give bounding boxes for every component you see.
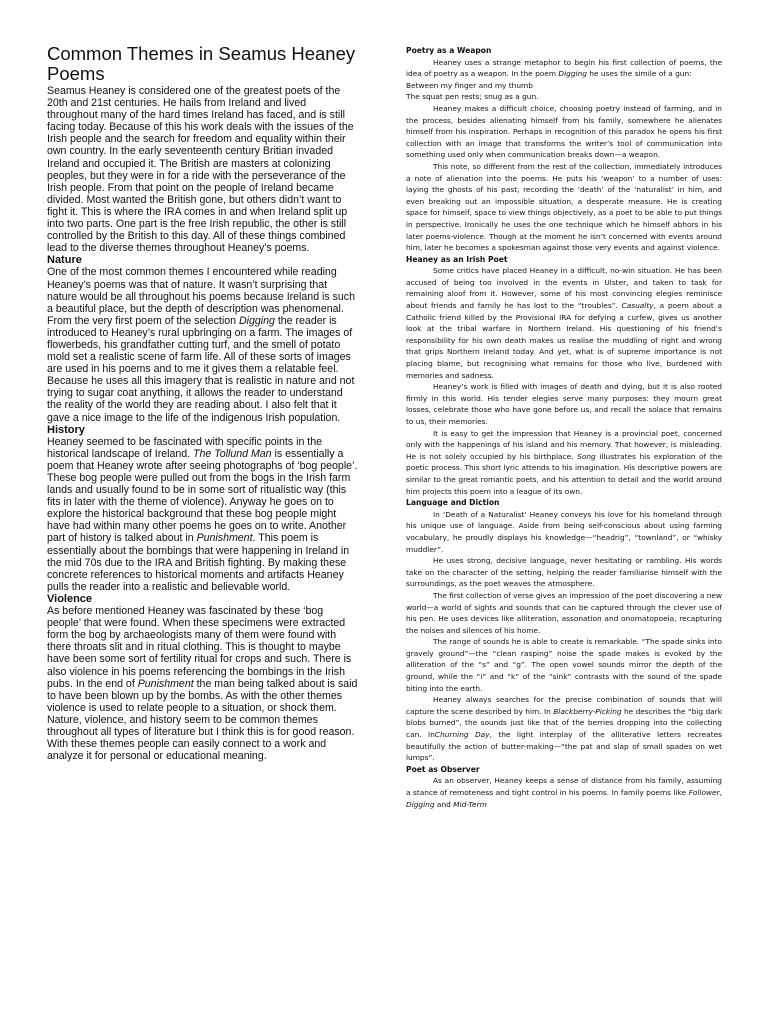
nature-heading: Nature (47, 254, 82, 267)
observer-paragraph-1 (406, 775, 722, 810)
irish-paragraph-3 (406, 428, 722, 498)
irish-paragraph-2: Heaney’s work is filled with images of death and dying, but it is also rooted firmly in this world. His tender elegies serve many purposes: they mourn great losses, celebrate those who have gone before us, and recall the solace that remains to us, their memories. (406, 382, 722, 426)
poem-title-digging: Digging (406, 799, 435, 809)
quote-line-2: The squat pen rests; snug as a gun. (406, 92, 539, 102)
text-span: Some critics have placed Heaney in a difficult, no-win situation. He has been accused of being too involved in the events in Ulster, and taken to task for remaining aloof from it. However, some of his most convincing elegies reminisce about friends and family he has lost to the “troubles”. (406, 266, 722, 311)
nature-paragraph-2 (47, 315, 359, 424)
poem-title-mid-term: Mid-Term (453, 799, 487, 809)
poem-title-digging: Digging (238, 314, 275, 327)
poem-title-digging: Digging (558, 69, 587, 79)
conclusion-paragraph: Nature, violence, and history seem to be common themes throughout all types of literature but I think this is for good reason. With these themes people can easily connect to a work and analyze it for personal or educational meaning. (47, 713, 355, 763)
text-span: he describes the “big dark blobs burned”, the sounds just like that of the berries dropping into the collecting can. In (406, 706, 722, 740)
text-span: . This poem is essentially about the bombings that were happening in Ireland in the mid 70s due to the IRA and British fighting. By making these concrete references to historical moments and artifacts Heaney pulls the reader into a realistic and believable world. (47, 532, 350, 593)
text-span: is essentially a poem that Heaney wrote after seeing photographs of ‘bog people’. These bog people were pulled out from the bogs in the Irish farm lands and usually found to be in some sort of ritualistic way (this fits in later with the theme of violence). Anyway he goes on to explore the historical background that these bog people might have had within many other poems he goes on to write. Another part of history is talked about in (47, 447, 358, 545)
language-paragraph-2: He uses strong, decisive language, never hesitating or rambling. His words take on the character of the setting, helping the reader familiarise himself with the surroundings, as the poet weaves the atmosphere. (406, 556, 722, 589)
violence-heading: Violence (47, 592, 93, 605)
text-span: As an observer, Heaney keeps a sense of distance from his family, assuming a stance of remoteness and tight control in his poems. In family poems like (406, 776, 722, 797)
history-paragraph (47, 436, 359, 593)
language-paragraph-5 (406, 694, 722, 764)
weapon-heading: Poetry as a Weapon (406, 46, 492, 55)
language-paragraph-3: The first collection of verse gives an impression of the poet discovering a new world—a world of sights and sounds that can be captured through the clever use of his pen. He uses devices like alliteration, assonation and onomatopoeia, recapturing the noises and silences of his home. (406, 590, 723, 635)
poem-title-tollund-man: The Tollund Man (193, 447, 272, 460)
nature-paragraph-1: One of the most common themes I encountered while reading Heaney’s poems was that of nature. It wasn’t surprising that nature would be all throughout his poems because Ireland is such a beautiful place, but the depth of description was phenomenal. (47, 266, 355, 315)
left-column (47, 44, 359, 762)
text-span: illustrates his exploration of the poetic process. This short lyric attends to his imagination. His descriptive powers are similar to the great romantic poets, and his attention to detail and the world around him projects this poem into a league of its own. (406, 451, 722, 496)
poem-title-punishment: Punishment (137, 677, 194, 690)
language-paragraph-4: The range of sounds he is able to create is remarkable. “The spade sinks into gravely ground”—the “clean rasping” noise the spade makes is evoked by the alliteration of the “s” and “g”. The open vowel sounds mirror the depth of the ground, while the “i” and “k” of the “sink” contrasts with the sound of the spade biting into the earth. (406, 637, 722, 693)
text-span: Heaney uses a strange metaphor to begin his first collection of poems, the idea of poetry as a weapon. In the poem (406, 57, 722, 79)
right-column (406, 45, 722, 810)
poem-title-casualty: Casualty (621, 301, 654, 311)
quote-line-1: Between my finger and my thumb (406, 80, 533, 90)
text-span: Heaney always searches for the precise combination of sounds that will capture the scene described by him. In (406, 695, 722, 716)
history-heading: History (47, 423, 85, 436)
weapon-paragraph-2: Heaney makes a difficult choice, choosing poetry instead of farming, and in the process, besides alienating himself from his family, somewhere he alienates himself from his inspiration. Perhaps in recognition of this paradox he opens his first collection with an image that transforms the writer’s tool of communication into something used only when communication breaks down—a weapon. (406, 103, 722, 160)
text-span: the man being talked about is said to have been blown up by the bombs. As with the other themes violence is used to relate people to a situation, or shock them. (47, 677, 358, 714)
poem-title-churning-day: Churning Day (434, 730, 490, 740)
text-span: As before mentioned Heaney was fascinated by these ‘bog people’ that were found. When these specimens were extracted form the bog by archaeologists many of them were found with there throats slit and in ritual clothing. This is thought to maybe have been some sort of fertility ritual for crops and such. There is also violence in his poems referencing the bombings in the Irish pubs. In the end of (47, 605, 352, 690)
language-paragraph-1: In ‘Death of a Naturalist’ Heaney conveys his love for his homeland through his unique use of language. Aside from being self-conscious about using farming vocabulary, he proudly displays his knowledge—“headrig”, “townland”, or “whisky muddler”. (406, 509, 722, 554)
poem-title-blackberry-picking: Blackberry-Picking (553, 706, 622, 716)
poem-title-follower: Follower (688, 788, 720, 797)
intro-paragraph: Seamus Heaney is considered one of the greatest poets of the 20th and 21st centuries. He hails from Ireland and lived throughout many of the hard times Ireland has faced, and is still facing today. Because of this his work deals with the issues of the Irish people and the search for freedom and equality within their own country. In the early seventeenth century Britian invaded Ireland and occupied it. The British are masters at colonizing peoples, but they were in for a ride with the perseverance of the Irish people. From that point on the people of Ireland became divided. Most wanted the British gone, but others didn’t want to fight it. This is where the IRA comes in and when Ireland split up into two parts. One part is the free Irish republic, the other is still controlled by the British to this day. All of these things combined lead to the diverse themes throughout Heaney’s poems. (47, 85, 354, 255)
text-span: It is easy to get the impression that Heaney is a provincial poet, concerned only with the happenings of his island and his memory. That however, is misleading. He is not solely occupied by his birthplace. (406, 428, 722, 461)
irish-poet-heading: Heaney as an Irish Poet (406, 254, 508, 264)
document-title: Common Themes in Seamus Heaney Poems (47, 43, 356, 84)
text-span: Heaney seemed to be fascinated with specific points in the historical landscape of Ireland. (47, 435, 323, 460)
observer-heading: Poet as Observer (406, 764, 480, 774)
text-span: and (434, 799, 454, 809)
text-span: he uses the simile of a gun: (586, 69, 692, 79)
poem-title-song: Song (577, 451, 596, 461)
weapon-paragraph-1 (406, 57, 722, 80)
weapon-paragraph-3: This note, so different from the rest of the collection, immediately introduces a note of alienation into the poems. He puts his ‘weapon’ to a number of uses: laying the ghosts of his past, recording the ‘death’ of the ‘naturalist’ in him, and even breaking out an impossible situation, a desperate measure. He is creating space for himself, space to view things objectively, as a poet to be able to put things in perspective. Ironically he uses the one technique which he himself abhors in his later poems-violence. Though at the moment he isn’t concerned with events around him, later he becomes a spokesman against those very events and against violence. (406, 161, 722, 253)
poem-title-punishment: Punishment (196, 532, 253, 545)
text-span: From the very first poem of the selection (47, 314, 239, 327)
text-span: , a poem about a Catholic friend killed by the Provisional IRA for defying a curfew, gives us another look at the tribal warfare in Northern Ireland. His questioning of his friend’s responsibility for his own death makes us realise the muddling of right and wrong that grips Northern Ireland today. And yet, what is of supreme importance is not placing blame, but recognising what remains for those who live, burdened with memories and sadness. (406, 301, 722, 380)
irish-paragraph-1 (406, 265, 722, 381)
violence-paragraph (47, 605, 359, 714)
language-heading: Language and Diction (406, 498, 500, 508)
text-span: , the light interplay of the alliterative letters recreates beautifully the action of butter-making—“the pat and slap of small spades on wet lumps”. (406, 730, 722, 763)
text-span: the reader is introduced to Heaney’s rural upbringing on a farm. The images of flowerbeds, his grandfather cutting turf, and the smell of potato mold set a realistic scene of farm life. All of these sorts of images are used in his poems and to me it gives them a relatable feel. Because he uses all this imagery that is realistic in nature and not trying to sugar coat anything, it allows the reader to understand the reality of the world they are reading about. I also felt that it gave a nice image to the life of the indigenous Irish population. (47, 314, 355, 424)
text-span: , (719, 788, 722, 797)
